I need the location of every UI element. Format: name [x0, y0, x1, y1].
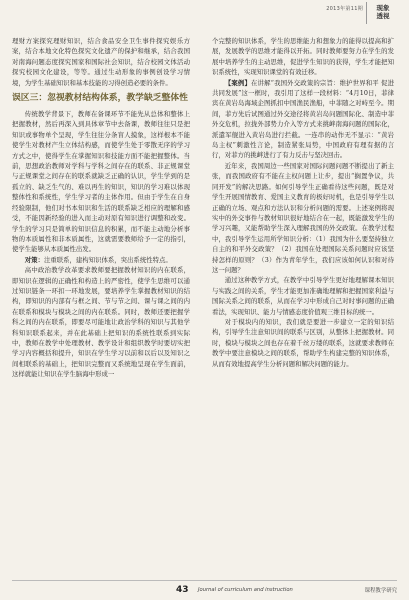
column-tag-line2: 透视 [376, 12, 390, 20]
section-title: 误区三：忽视教材结构体系，教学缺乏整体性 [12, 93, 188, 104]
page-footer [0, 578, 409, 600]
column-tag [366, 2, 399, 24]
paragraph: 高中政治教学改革要求教师要把握教材知识的内在联系，即知识在逻辑的正确性和构造上的严密性，使学生思维可以通过知识链条一环扣一环地发展，要培养学生掌握教材知识的结构，即知识的内部有与框之间、节与节之间、课与课之间的内在联系和模块与模块之间的内在联系。同时，教师还要把握学科之间的内在联系，即要尽可能地让政治学科的知识与其他学科知识联系起来，并在此基础上把知识的系统性联系到实际中，教师在教学中处理教材、教学设计和组织教学时要切实把学习内容概括和提升，知识在学生学习以前和以后以及知识之间相联系的基础上，把知识完整而又系统地呈现在学生面前，这样就能让知识在学生脑海中形成一 [12, 266, 190, 379]
page-header [0, 0, 409, 30]
issue-info: 2013年第11期 [326, 6, 363, 12]
case-label: 【案例】 [224, 78, 251, 87]
paragraph [12, 255, 190, 265]
paragraph: 传统教学背景下，教师在备课环节不能先从总体和整体上把握教材，然后再深入到具体章节中去备课，教师往往只是把知识或事物单个呈现，学生往往分条盲人摸象，这样根本不能使学生对教材产生立体结构感，而使学生处于零散无序的学习方式之中，使得学生在掌握知识和技能方面不能把握整体。当前，思想政治教师对学科与学科之间存在的联系、非正规课堂与正规课堂之间存在的联系就缺乏正确的认识，学生学到的是孤立的、缺乏生气的、难以再生的知识，知识的学习难以体现整体性和系统性，学生学习者的主体作用。但由于学生在自身经验限制，他们对书本知识和生活的联系缺乏相应的理解和感受，不能因新经验的进入而主动对原有知识进行调整和改变。学生的学习只是简单的知识信息的积累，而不能主动地分析事物的本质属性和非本质属性，这就需要教师给予一定的指引，使学生能够从本质属性出发。 [12, 110, 190, 254]
journal-name-cn: 课程教学研究 [364, 588, 397, 594]
strategy-label: 对策： [24, 255, 44, 264]
column-tag-line1: 现象 [376, 4, 390, 12]
paragraph: 个完整的知识体系，学生的思维能力和想象力的能得以提高和扩展，发展教学的思维才能得以开拓。同时教师要努力在学生的发展中培养学生的主动思维，促进学生知识的获得，学生才能把知识系统性，实现知识课堂的有效迁移。 [212, 37, 394, 77]
paragraph [212, 78, 394, 161]
page-number: 43 [176, 585, 189, 595]
case-text: 在讲解“我国外交政策的宗旨：维护世界和平 促进共同发展”这一框时，我引用了这样一段材料：“4月10日，菲律宾在黄岩岛海域企图抓扣中国渔民渔船，中菲随之对峙至今。期间，菲方先后试图通过外交途径将黄岩岛问题国际化、制造中菲外交危机，拉拢外部势力介入等方式来挑衅南海问题的国际化，派遣军舰进入黄岩岛进行拦截。一连串的动作无不显示：“黄岩岛主权”刺激性言论，制造紧张局势，中国政府有理有据的言行，对菲方的挑衅进行了有力反击与坚决回击。 [212, 78, 394, 160]
paragraph: 对于模块内的知识，我们就是要进一步建立一定的知识结构，引导学生注意知识间的联系与区别，从整体上把握教材。同时，模块与模块之间也存在着千丝万缕的联系，这就要求教师在教学中要注意模块之间的联系，帮助学生构建完整的知识体系，从而有效地提高学生分析问题和解决问题的能力。 [212, 317, 394, 368]
right-column [212, 36, 394, 369]
left-column [12, 36, 190, 380]
journal-name-en: Journal of curriculum and instruction [198, 587, 293, 593]
paragraph: 近年来，我国周边一些国家对国际问题问题不断提出了新主张，而我国政府有不能在主权问题上让步，提出“搁置争议，共同开发”的解决思路。如何引导学生正确看待这些问题，既是对学生开展国情教育、爱国主义教育的极好时机，也是引导学生以正确的立场、观点和方法认识和分析问题的需要。上述案例将现实中的外交事件与教材知识很好地结合在一起，既能激发学生的学习兴趣，又能帮助学生深入理解我国的外交政策。在教学过程中，我引导学生运用所学知识分析：（1）我国为什么要坚持独立自主的和平外交政策？（2）我国在处理国际关系问题时应该坚持怎样的原则？（3）作为青年学生，我们应该如何认识和对待这一问题？ [212, 161, 394, 274]
strategy-text: 注重联系，建构知识体系，突出系统性特点。 [43, 255, 172, 264]
paragraph: 通过这种教学方式，在教学中引导学生更好地理解课本知识与实践之间的关系，学生才能更加准确地理解和把握国家利益与国际关系之间的联系，从而在学习中形成自己对时事问题的正确看法，实现知识、能力与情感态度价值观三维目标的统一。 [212, 276, 394, 316]
paragraph: 理财方案探究理财知识，结合食品安全卫生事件探究娱乐方案，结合本地文化特色探究文化遗产的保护和继承，结合我国对南海问题态度探究国家和国际社会知识，结合校园文体活动探究校园文化建设，等等。通过生动形象的事例创设学习情境，为学生基础知识和基本技能的习得创造必要的条件。 [12, 37, 190, 87]
footer-divider [12, 580, 397, 581]
